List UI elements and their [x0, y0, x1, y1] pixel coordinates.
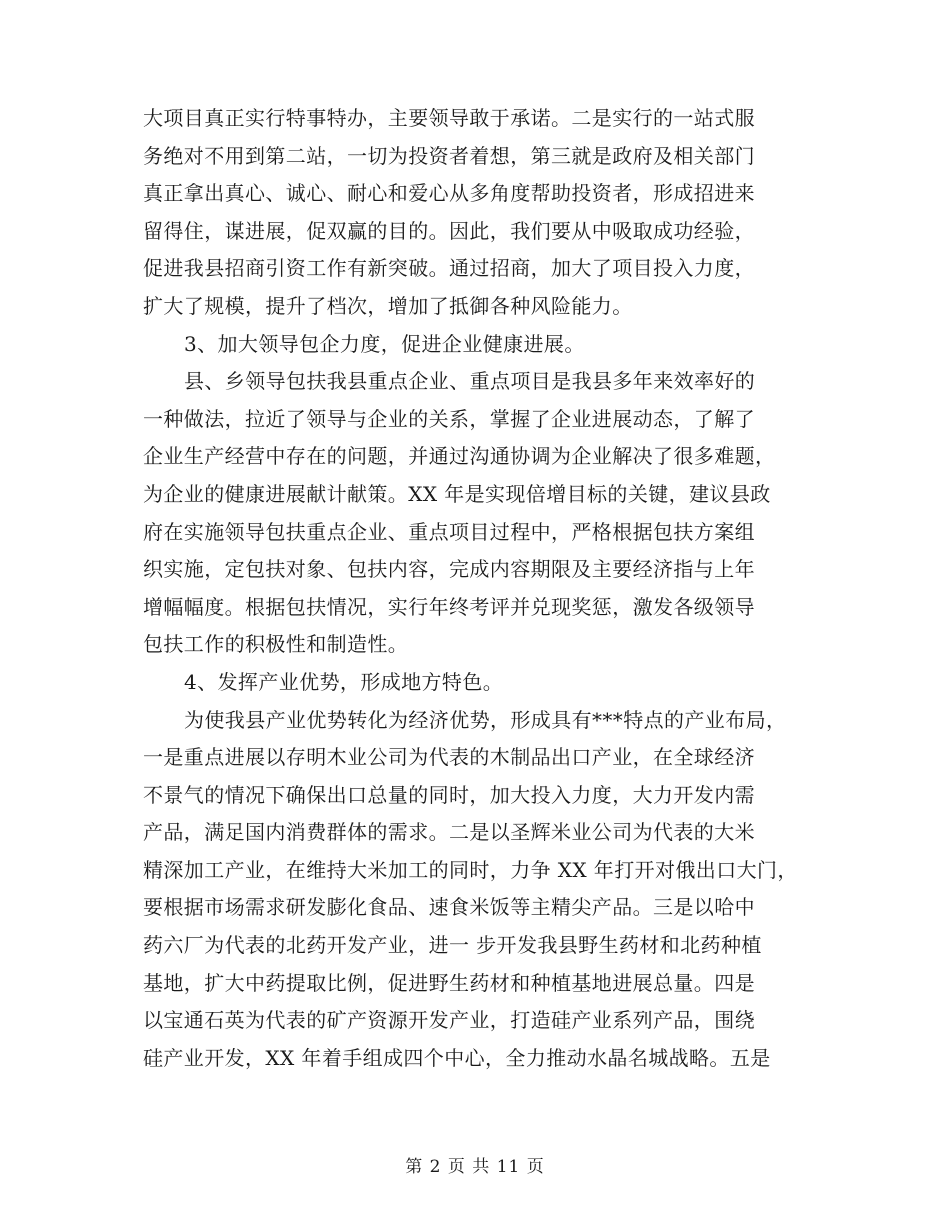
text-line: 基地，扩大中药提取比例，促进野生药材和种植基地进展总量。四是: [143, 970, 755, 995]
text-line: 扩大了规模，提升了档次，增加了抵御各种风险能力。: [143, 293, 633, 318]
body-text: [143, 100, 833, 1077]
text-line: 药六厂为代表的北药开发产业，进一 步开发我县野生药材和北药种植: [143, 933, 762, 958]
text-line: 不景气的情况下确保出口总量的同时，加大投入力度，大力开发内需: [143, 782, 755, 807]
text-line: 产品，满足国内消费群体的需求。二是以圣辉米业公司为代表的大米: [143, 820, 755, 845]
text-line: 企业生产经营中存在的问题，并通过沟通协调为企业解决了很多难题，: [143, 444, 776, 469]
text-line: 织实施，定包扶对象、包扶内容，完成内容期限及主要经济指与上年: [143, 557, 755, 582]
text-line: 一是重点进展以存明木业公司为代表的木制品出口产业，在全球经济: [143, 745, 755, 770]
text-line: 务绝对不用到第二站，一切为投资者着想，第三就是政府及相关部门: [143, 143, 755, 168]
text-line: 府在实施领导包扶重点企业、重点项目过程中，严格根据包扶方案组: [143, 519, 755, 544]
text-line: 以宝通石英为代表的矿产资源开发产业，打造硅产业系列产品，围绕: [143, 1008, 755, 1033]
text-line: 一种做法，拉近了领导与企业的关系，掌握了企业进展动态，了解了: [143, 406, 755, 431]
page-footer: 第 2 页 共 11 页: [405, 1157, 545, 1177]
text-line: 4、发挥产业优势，形成地方特色。: [184, 669, 504, 694]
text-line: 包扶工作的积极性和制造性。: [143, 632, 409, 657]
text-line: 增幅幅度。根据包扶情况，实行年终考评并兑现奖惩，激发各级领导: [143, 594, 755, 619]
text-line: 促进我县招商引资工作有新突破。通过招商，加大了项目投入力度，: [143, 256, 755, 281]
text-line: 真正拿出真心、诚心、耐心和爱心从多角度帮助投资者，形成招进来: [143, 181, 755, 206]
text-line: 硅产业开发，XX 年着手组成四个中心，全力推动水晶名城战略。五是: [143, 1045, 771, 1070]
text-line: 大项目真正实行特事特办，主要领导敢于承诺。二是实行的一站式服: [143, 106, 755, 130]
text-line: 为使我县产业优势转化为经济优势，形成具有***特点的产业布局，: [184, 707, 787, 732]
text-line: 3、加大领导包企力度，促进企业健康进展。: [184, 331, 585, 356]
text-line: 县、乡领导包扶我县重点企业、重点项目是我县多年来效率好的: [184, 369, 756, 394]
text-line: 要根据市场需求研发膨化食品、速食米饭等主精尖产品。三是以哈中: [143, 895, 755, 920]
text-line: 留得住，谋进展，促双赢的目的。因此，我们要从中吸取成功经验，: [143, 218, 755, 243]
text-line: 精深加工产业，在维持大米加工的同时，力争 XX 年打开对俄出口大门，: [143, 857, 798, 882]
text-line: 为企业的健康进展献计献策。XX 年是实现倍增目标的关键，建议县政: [143, 481, 771, 506]
